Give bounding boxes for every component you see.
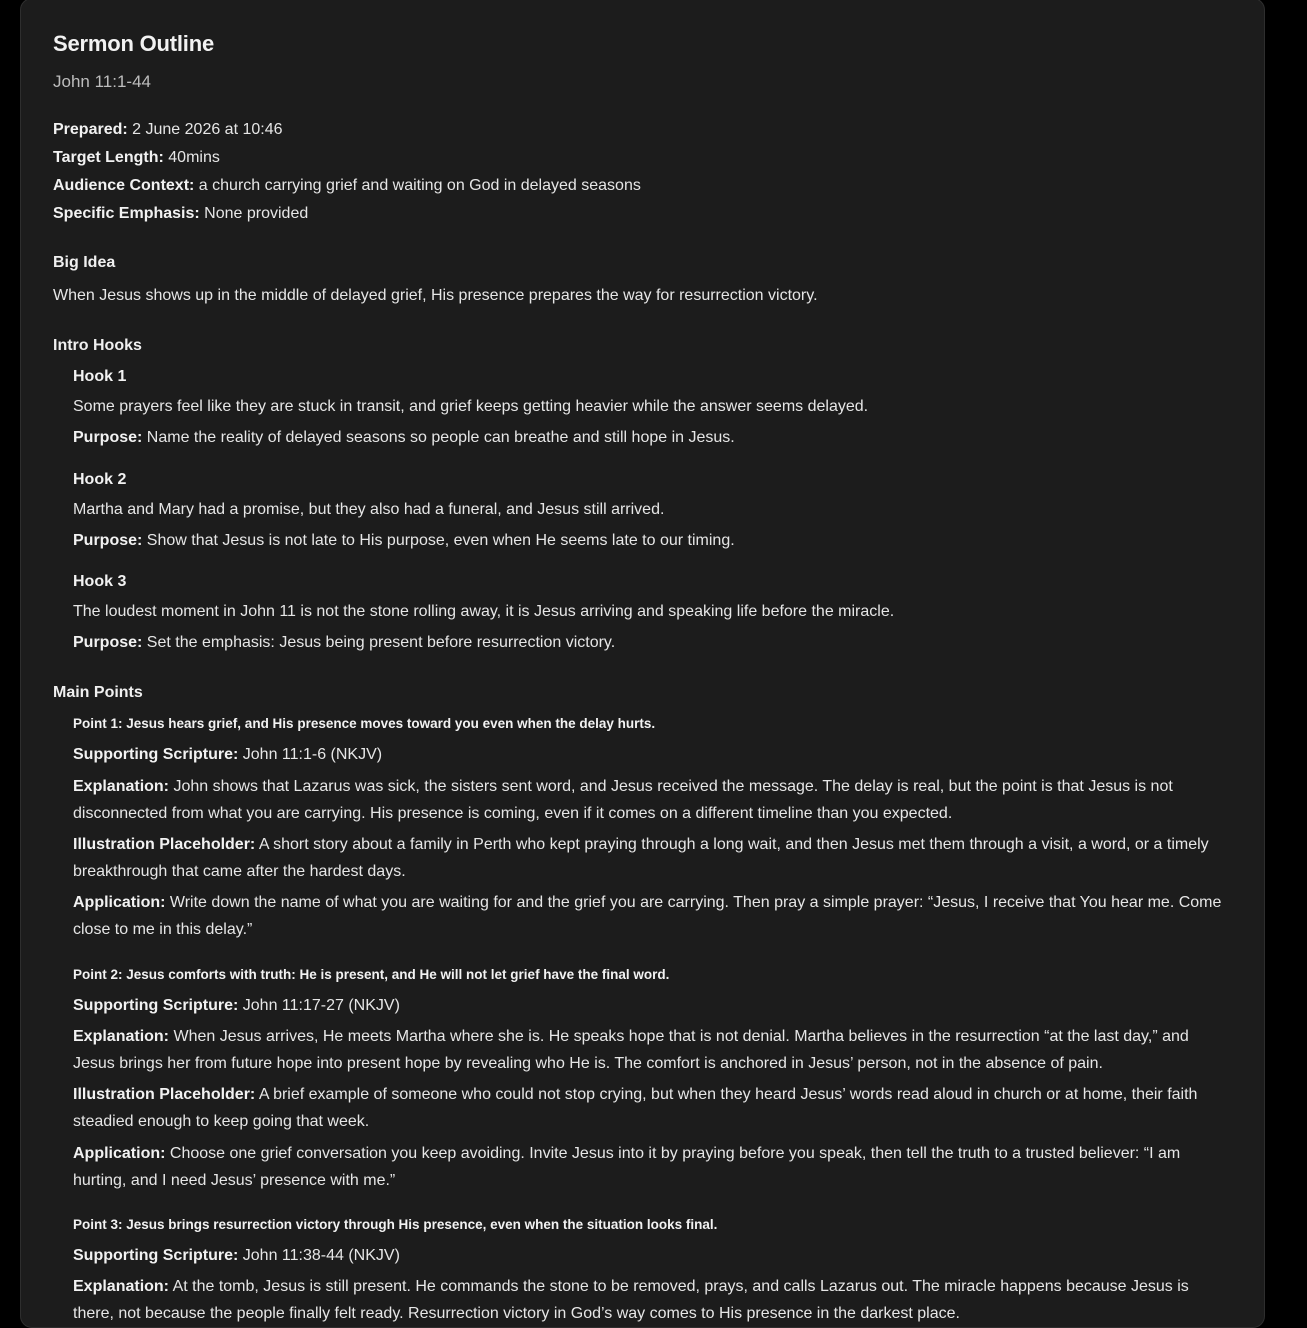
explanation-text: At the tomb, Jesus is still present. He commands the stone to be removed, prays, and calls Lazarus out. The miracle happens because Jesus is there, not because the people finally felt ready. Resurrection victory in God’s way comes to His presence in the darkest place. xyxy=(73,1278,1189,1322)
point-explanation xyxy=(73,1023,1233,1077)
scripture-label: Supporting Scripture: xyxy=(73,1247,239,1264)
point-title: Point 2: Jesus comforts with truth: He is present, and He will not let grief have the final word. xyxy=(73,967,670,982)
application-label: Application: xyxy=(73,894,166,911)
illustration-text: A brief example of someone who could not stop crying, but when they heard Jesus’ words read aloud in church or at home, their faith steadied enough to keep going that week. xyxy=(73,1086,1198,1130)
application-label: Application: xyxy=(73,1145,166,1162)
hook-text: The loudest moment in John 11 is not the stone rolling away, it is Jesus arriving and speaking life before the miracle. xyxy=(73,603,895,620)
intro-hooks-heading: Intro Hooks xyxy=(53,337,142,354)
hook-purpose xyxy=(73,634,615,652)
point-title: Point 1: Jesus hears grief, and His presence moves toward you even when the delay hurts. xyxy=(73,716,656,731)
target-length-label: Target Length: xyxy=(53,149,164,166)
hook-purpose xyxy=(73,532,735,550)
explanation-text: When Jesus arrives, He meets Martha where she is. He speaks hope that is not denial. Martha believes in the resurrection “at the last day,” and Jesus brings her from future hope into present hope by revealing who He is. The comfort is anchored in Jesus’ person, not in the absence of pain. xyxy=(73,1028,1189,1072)
prepared-row xyxy=(53,121,283,139)
point-illustration xyxy=(73,831,1233,885)
illustration-text: A short story about a family in Perth who kept praying through a long wait, and then Jesus met them through a visit, a word, or a timely breakthrough that came after the hardest days. xyxy=(73,836,1209,880)
explanation-label: Explanation: xyxy=(73,1028,170,1045)
hook-purpose xyxy=(73,429,735,447)
scripture-value: John 11:1-6 (NKJV) xyxy=(242,746,383,763)
explanation-label: Explanation: xyxy=(73,1278,170,1295)
point-explanation xyxy=(73,773,1233,827)
specific-emphasis-label: Specific Emphasis: xyxy=(53,205,200,222)
audience-context-label: Audience Context: xyxy=(53,177,195,194)
target-length-row xyxy=(53,149,220,167)
scripture-value: John 11:17-27 (NKJV) xyxy=(242,997,400,1014)
application-text: Write down the name of what you are waiting for and the grief you are carrying. Then pray a simple prayer: “Jesus, I receive that You hear me. Come close to me in this delay.” xyxy=(73,894,1222,938)
purpose-text: Name the reality of delayed seasons so people can breathe and still hope in Jesus. xyxy=(146,429,735,446)
specific-emphasis-value: None provided xyxy=(204,205,309,222)
big-idea-heading: Big Idea xyxy=(53,254,116,271)
purpose-label: Purpose: xyxy=(73,634,143,651)
point-scripture xyxy=(73,992,1233,1019)
hook-title: Hook 3 xyxy=(73,573,127,590)
hook-text: Some prayers feel like they are stuck in transit, and grief keeps getting heavier while the answer seems delayed. xyxy=(73,398,869,415)
point-title: Point 3: Jesus brings resurrection victory through His presence, even when the situation looks final. xyxy=(73,1217,718,1232)
scripture-label: Supporting Scripture: xyxy=(73,746,239,763)
target-length-value: 40mins xyxy=(168,149,220,166)
audience-context-value: a church carrying grief and waiting on God in delayed seasons xyxy=(198,177,641,194)
big-idea-text: When Jesus shows up in the middle of delayed grief, His presence prepares the way for resurrection victory. xyxy=(53,287,818,304)
audience-context-row xyxy=(53,177,641,195)
purpose-text: Show that Jesus is not late to His purpose, even when He seems late to our timing. xyxy=(146,532,735,549)
explanation-label: Explanation: xyxy=(73,778,170,795)
explanation-text: John shows that Lazarus was sick, the sisters sent word, and Jesus received the message. The delay is real, but the point is that Jesus is not disconnected from what you are carrying. His presence is coming, even if it comes on a different timeline than you expected. xyxy=(73,778,1173,822)
application-text: Choose one grief conversation you keep avoiding. Invite Jesus into it by praying before you speak, then tell the truth to a trusted believer: “I am hurting, and I need Jesus’ presence with me.” xyxy=(73,1145,1181,1189)
purpose-label: Purpose: xyxy=(73,429,143,446)
sermon-outline-card xyxy=(20,0,1265,1328)
point-application xyxy=(73,889,1233,943)
prepared-label: Prepared: xyxy=(53,121,128,138)
hook-title: Hook 2 xyxy=(73,471,127,488)
point-application xyxy=(73,1140,1233,1194)
illustration-label: Illustration Placeholder: xyxy=(73,1086,256,1103)
prepared-value: 2 June 2026 at 10:46 xyxy=(132,121,283,138)
illustration-label: Illustration Placeholder: xyxy=(73,836,256,853)
purpose-label: Purpose: xyxy=(73,532,143,549)
page-title: Sermon Outline xyxy=(53,31,214,56)
point-illustration xyxy=(73,1081,1233,1135)
main-points-heading: Main Points xyxy=(53,684,143,701)
purpose-text: Set the emphasis: Jesus being present before resurrection victory. xyxy=(146,634,616,651)
point-scripture xyxy=(73,741,1233,768)
scripture-value: John 11:38-44 (NKJV) xyxy=(242,1247,400,1264)
specific-emphasis-row xyxy=(53,205,308,223)
hook-title: Hook 1 xyxy=(73,368,127,385)
passage-subtitle: John 11:1-44 xyxy=(53,72,151,91)
point-scripture xyxy=(73,1242,1233,1269)
hook-text: Martha and Mary had a promise, but they also had a funeral, and Jesus still arrived. xyxy=(73,501,665,518)
scripture-label: Supporting Scripture: xyxy=(73,997,239,1014)
point-explanation xyxy=(73,1273,1233,1327)
